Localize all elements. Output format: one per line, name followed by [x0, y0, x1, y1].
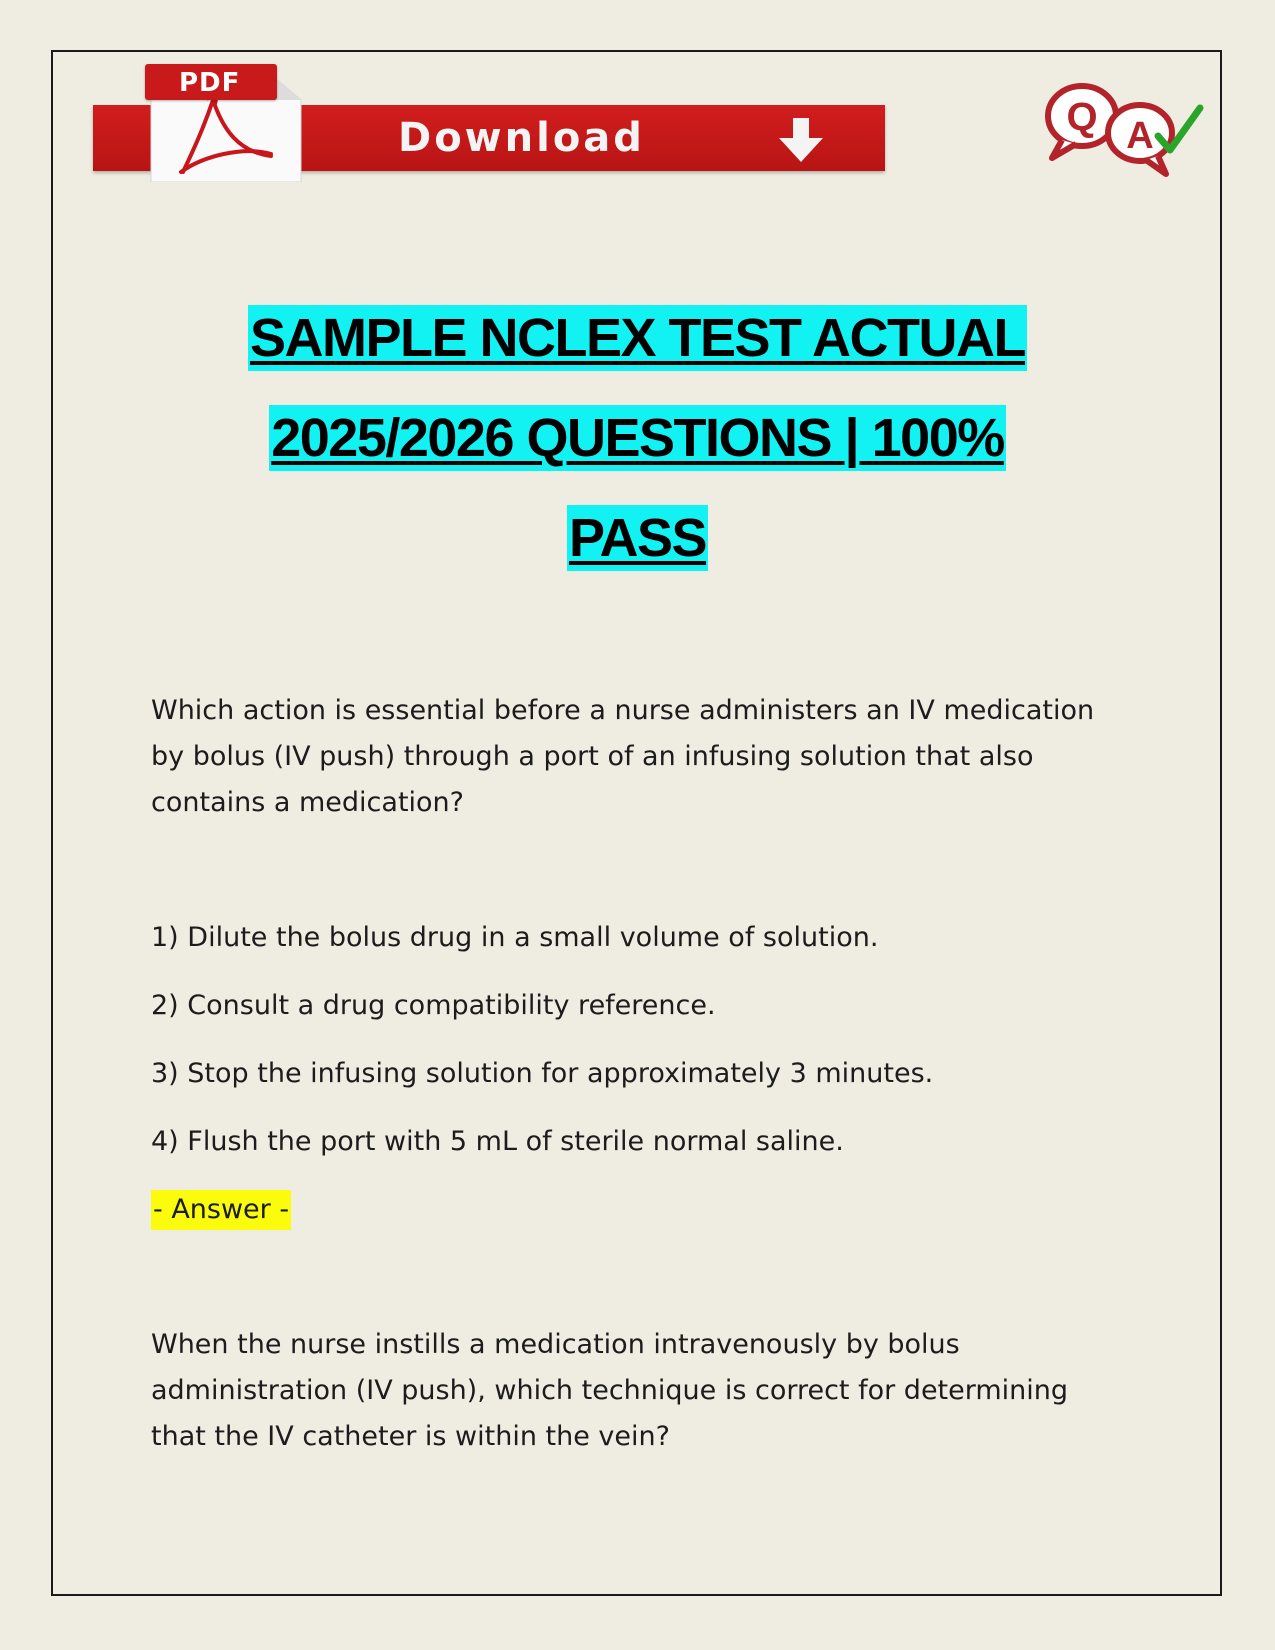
- pdf-tab-label: PDF: [179, 68, 241, 98]
- question-1-option-3: 3) Stop the infusing solution for approximately 3 minutes.: [151, 1058, 934, 1089]
- answer-label: - Answer -: [151, 1190, 291, 1230]
- pdf-tab: [145, 64, 277, 100]
- pdf-document-icon: [143, 60, 305, 182]
- document-title: [150, 305, 1125, 605]
- title-line-1: SAMPLE NCLEX TEST ACTUAL: [248, 305, 1027, 371]
- question-1-option-4: 4) Flush the port with 5 mL of sterile normal saline.: [151, 1126, 844, 1157]
- question-1-option-2: 2) Consult a drug compatibility reference.: [151, 990, 716, 1021]
- question-1-text: Which action is essential before a nurse administers an IV medication by bolus (IV push) through a port of an infusing solution that also contains a medication?: [151, 695, 1095, 818]
- logo-q-letter: Q: [1066, 95, 1098, 139]
- download-label: Download: [398, 115, 645, 161]
- download-arrow-icon: [773, 116, 829, 166]
- pdf-download-banner[interactable]: [93, 60, 885, 186]
- question-2-text: When the nurse instills a medication intravenously by bolus administration (IV push), which technique is correct for determining that the IV catheter is within the vein?: [151, 1329, 1069, 1452]
- qa-logo: [1040, 78, 1210, 178]
- question-1-option-1: 1) Dilute the bolus drug in a small volume of solution.: [151, 922, 879, 953]
- title-line-3: PASS: [567, 505, 708, 571]
- logo-a-letter: A: [1126, 115, 1154, 157]
- title-line-2: 2025/2026 QUESTIONS | 100%: [269, 405, 1006, 471]
